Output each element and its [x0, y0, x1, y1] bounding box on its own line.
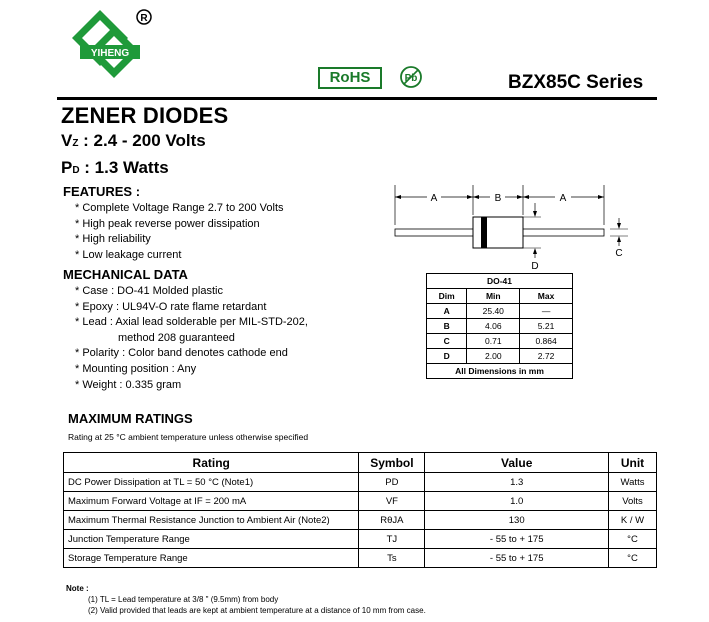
vz-spec: VZ : 2.4 - 200 Volts: [61, 131, 206, 150]
svg-text:Pb: Pb: [404, 73, 418, 84]
rohs-badge: RoHS: [318, 67, 382, 89]
list-item: * Weight : 0.335 gram: [75, 378, 182, 391]
dimensions-col-header: Min: [467, 289, 520, 304]
table-row: B 4.06 5.21: [427, 319, 573, 334]
max-ratings-heading: MAXIMUM RATINGS: [68, 411, 193, 426]
table-row: Junction Temperature Range TJ - 55 to + 175 °C: [64, 530, 657, 549]
list-item: * Mounting position : Any: [75, 362, 197, 375]
series-title: BZX85C Series: [508, 72, 644, 93]
svg-text:R: R: [140, 13, 148, 24]
max-ratings-table: [63, 452, 657, 568]
list-item: * Epoxy : UL94V-O rate flame retardant: [75, 300, 267, 313]
list-item: * High peak reverse power dissipation: [75, 217, 260, 230]
table-row: A 25.40 —: [427, 304, 573, 319]
list-item: * Lead : Axial lead solderable per MIL-STD-202,: [75, 316, 308, 329]
table-row: Maximum Thermal Resistance Junction to Ambient Air (Note2) RθJA 130 K / W: [64, 511, 657, 530]
note-item: (2) Valid provided that leads are kept at ambient temperature at a distance of 10 mm from case.: [88, 606, 426, 615]
pb-free-icon: [399, 65, 423, 89]
list-item: * Polarity : Color band denotes cathode end: [75, 347, 288, 360]
table-row: Maximum Forward Voltage at IF = 200 mA VF 1.0 Volts: [64, 492, 657, 511]
ratings-col-header: Rating: [64, 453, 359, 473]
header-rule: [57, 97, 657, 100]
list-item: method 208 guaranteed: [118, 331, 235, 344]
page-title: ZENER DIODES: [61, 103, 229, 128]
table-row: Storage Temperature Range Ts - 55 to + 175 °C: [64, 549, 657, 568]
dim-a-right-label: A: [559, 193, 567, 204]
dimensions-footer: All Dimensions in mm: [427, 364, 573, 379]
dimensions-table: [426, 273, 573, 379]
ratings-col-header: Symbol: [359, 453, 425, 473]
notes: [66, 583, 426, 616]
ratings-col-header: Value: [425, 453, 609, 473]
dim-b-label: B: [494, 193, 502, 204]
dimensions-package-header: DO-41: [427, 274, 573, 289]
list-item: * Complete Voltage Range 2.7 to 200 Volts: [75, 202, 284, 214]
note-item: (1) TL = Lead temperature at 3/8 " (9.5mm) from body: [88, 595, 279, 604]
dimensions-col-header: Max: [520, 289, 573, 304]
ratings-col-header: Unit: [609, 453, 657, 473]
mechanical-list: [75, 284, 308, 393]
features-heading: FEATURES :: [63, 184, 141, 199]
do41-outline-diagram: [385, 180, 635, 270]
list-item: * High reliability: [75, 233, 151, 246]
pd-spec: PD : 1.3 Watts: [61, 158, 169, 177]
dim-a-left-label: A: [430, 193, 438, 204]
dim-d-label: D: [531, 261, 539, 270]
svg-text:YIHENG: YIHENG: [90, 48, 130, 59]
features-list: [75, 201, 284, 263]
mechanical-heading: MECHANICAL DATA: [63, 267, 188, 282]
table-row: D 2.00 2.72: [427, 349, 573, 364]
dim-c-label: C: [615, 248, 623, 259]
table-row: DC Power Dissipation at TL = 50 °C (Note1) PD 1.3 Watts: [64, 473, 657, 492]
max-ratings-condition: Rating at 25 °C ambient temperature unless otherwise specified: [68, 432, 309, 442]
list-item: * Case : DO-41 Molded plastic: [75, 285, 223, 297]
table-row: C 0.71 0.864: [427, 334, 573, 349]
yiheng-logo: [70, 8, 154, 92]
dimensions-col-header: Dim: [427, 289, 467, 304]
notes-heading: Note :: [66, 584, 89, 593]
list-item: * Low leakage current: [75, 248, 182, 261]
